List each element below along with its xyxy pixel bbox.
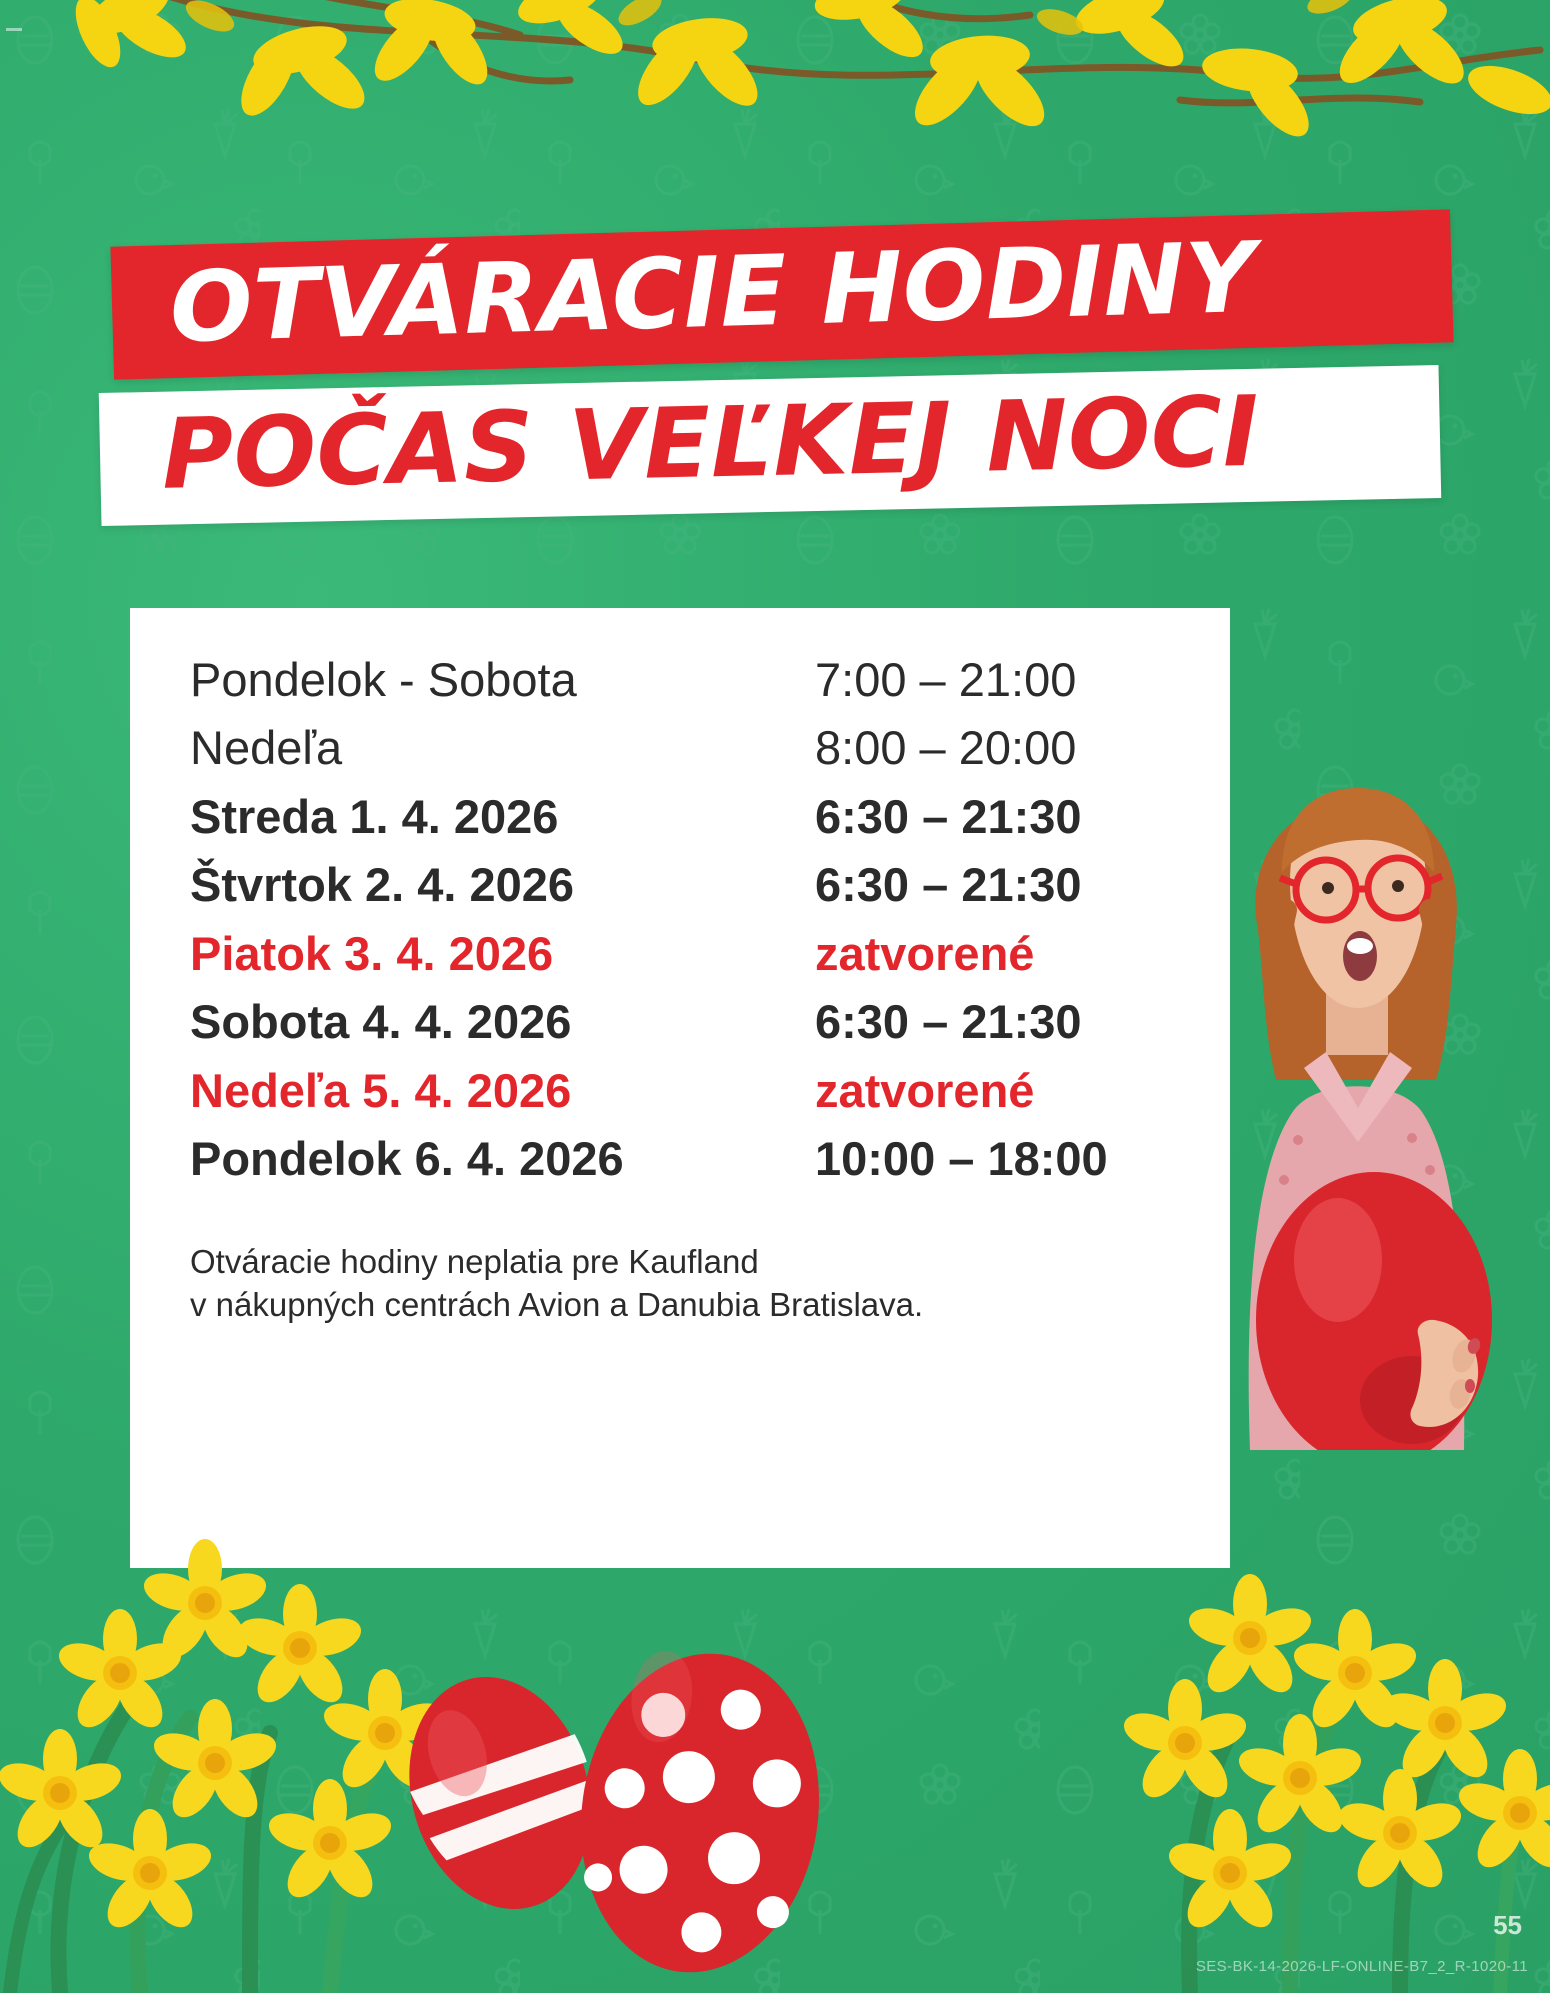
hours-day: Piatok 3. 4. 2026 [190, 926, 554, 980]
hours-day: Nedeľa 5. 4. 2026 [190, 1063, 572, 1117]
table-row [190, 714, 1170, 782]
disclaimer-line-1: Otváracie hodiny neplatia pre Kaufland [190, 1242, 759, 1280]
table-row [190, 988, 1170, 1056]
hours-day: Streda 1. 4. 2026 [190, 789, 559, 843]
title-banner-white [99, 365, 1441, 526]
opening-hours-card [130, 608, 1230, 1568]
title-banner-red [110, 209, 1453, 379]
title-line-2: POČAS VEĽKEJ NOCI [160, 374, 1261, 511]
disclaimer-note [190, 1240, 1170, 1327]
table-row [190, 920, 1170, 988]
table-row [190, 1125, 1170, 1193]
hours-time: 8:00 – 20:00 [815, 721, 1077, 775]
hours-time: 6:30 – 21:30 [815, 789, 1082, 843]
hours-time: 6:30 – 21:30 [815, 858, 1082, 912]
poster-title [0, 220, 1550, 512]
hours-day: Štvrtok 2. 4. 2026 [190, 858, 575, 912]
hours-day: Sobota 4. 4. 2026 [190, 995, 572, 1049]
table-row [190, 646, 1170, 714]
hours-time: 10:00 – 18:00 [815, 1132, 1108, 1186]
hours-time: 6:30 – 21:30 [815, 995, 1082, 1049]
disclaimer-line-2: v nákupných centrách Avion a Danubia Bratislava. [190, 1286, 924, 1324]
hours-time: zatvorené [815, 926, 1035, 980]
woman-holding-red-egg-photo [1198, 760, 1508, 1450]
table-row [190, 851, 1170, 919]
hours-time: 7:00 – 21:00 [815, 653, 1077, 706]
table-row [190, 1057, 1170, 1125]
title-line-1: OTVÁRACIE HODINY [168, 220, 1258, 365]
hours-time: zatvorené [815, 1063, 1035, 1117]
opening-hours-table [190, 646, 1170, 1194]
table-row [190, 783, 1170, 851]
legal-code: SES-BK-14-2026-LF-ONLINE-B7_2_R-1020-11 [1195, 1958, 1528, 1975]
forsythia-branch-decoration [0, 0, 1550, 190]
hours-day: Pondelok - Sobota [190, 653, 577, 706]
crop-mark [6, 28, 22, 31]
page-number: 55 [1493, 1910, 1522, 1940]
hours-day: Pondelok 6. 4. 2026 [190, 1132, 624, 1186]
hours-day: Nedeľa [190, 721, 343, 775]
